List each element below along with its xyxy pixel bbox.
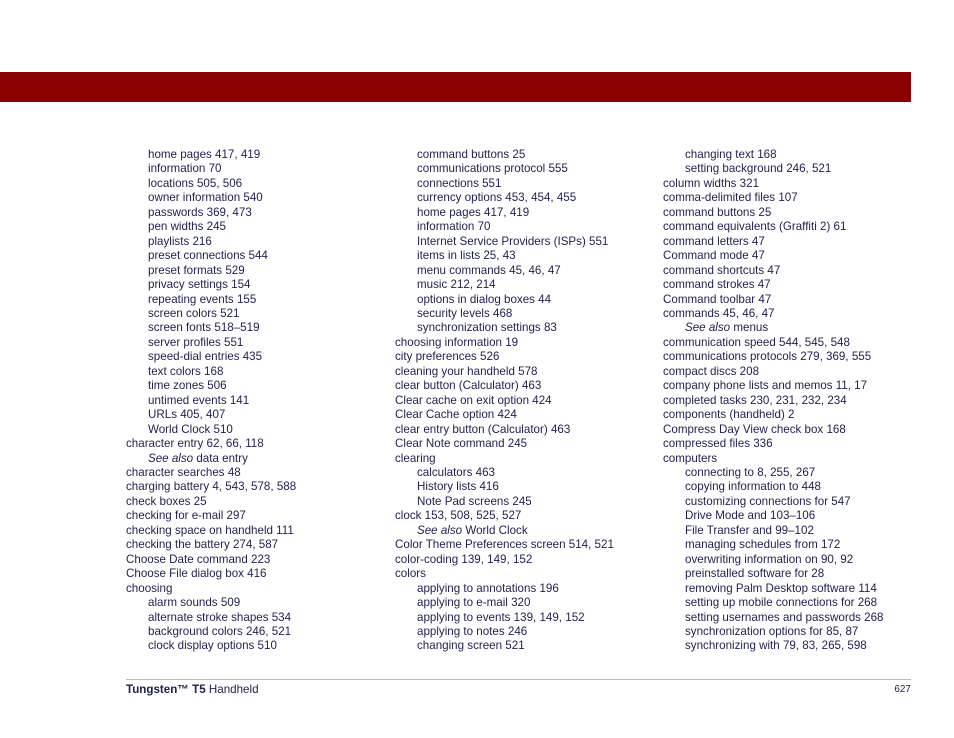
entry-text: Color Theme Preferences screen 514, 521 — [395, 538, 614, 552]
index-entry — [126, 582, 388, 596]
index-subentry — [663, 480, 925, 494]
entry-text: menus — [733, 321, 769, 335]
index-subentry — [663, 582, 925, 596]
index-entry — [126, 524, 388, 538]
index-entry — [663, 235, 925, 249]
entry-text: privacy settings 154 — [148, 278, 251, 292]
entry-text: connections 551 — [417, 176, 502, 190]
index-subentry — [663, 538, 925, 552]
index-entry — [395, 394, 657, 408]
entry-text: playlists 216 — [148, 234, 212, 248]
entry-text: preset connections 544 — [148, 249, 268, 263]
entry-text: checking space on handheld 111 — [126, 523, 294, 537]
index-subentry — [663, 524, 925, 538]
index-entry — [663, 220, 925, 234]
entry-text: background colors 246, 521 — [148, 624, 292, 638]
index-subentry — [395, 278, 657, 292]
entry-text: setting up mobile connections for 268 — [685, 596, 878, 610]
index-subentry — [126, 394, 388, 408]
index-subentry — [126, 639, 388, 653]
entry-text: overwriting information on 90, 92 — [685, 552, 854, 566]
footer-product-suffix: Handheld — [205, 683, 259, 696]
entry-text: changing text 168 — [685, 148, 777, 161]
index-subentry — [126, 596, 388, 610]
index-subentry — [126, 162, 388, 176]
entry-text: color-coding 139, 149, 152 — [395, 552, 533, 566]
index-entry — [126, 553, 388, 567]
index-entry — [663, 379, 925, 393]
entry-text: locations 505, 506 — [148, 176, 243, 190]
index-entry — [663, 394, 925, 408]
entry-text: company phone lists and memos 11, 17 — [663, 379, 868, 393]
index-entry — [126, 437, 388, 451]
index-subentry — [395, 148, 657, 162]
index-entry — [395, 538, 657, 552]
see-also-label: See also — [685, 321, 731, 335]
index-subentry — [395, 220, 657, 234]
index-entry — [126, 466, 388, 480]
entry-text: clear button (Calculator) 463 — [395, 379, 542, 393]
entry-text: data entry — [196, 451, 248, 465]
entry-text: Command mode 47 — [663, 249, 765, 263]
entry-text: server profiles 551 — [148, 335, 244, 349]
index-subentry — [126, 307, 388, 321]
index-subentry — [126, 452, 388, 466]
entry-text: time zones 506 — [148, 379, 227, 393]
entry-text: Compress Day View check box 168 — [663, 422, 846, 436]
index-subentry — [663, 625, 925, 639]
index-subentry — [395, 206, 657, 220]
entry-text: options in dialog boxes 44 — [417, 292, 552, 306]
see-also-label: See also — [148, 451, 194, 465]
entry-text: Clear Cache option 424 — [395, 408, 517, 422]
entry-text: synchronization settings 83 — [417, 321, 557, 335]
entry-text: customizing connections for 547 — [685, 494, 851, 508]
entry-text: communications protocol 555 — [417, 162, 568, 176]
index-subentry — [663, 148, 925, 162]
entry-text: owner information 540 — [148, 191, 263, 205]
entry-text: pen widths 245 — [148, 220, 226, 234]
entry-text: information 70 — [148, 162, 222, 176]
entry-text: completed tasks 230, 231, 232, 234 — [663, 393, 847, 407]
entry-text: Choose File dialog box 416 — [126, 567, 267, 581]
entry-text: clock 153, 508, 525, 527 — [395, 509, 522, 523]
entry-text: screen fonts 518–519 — [148, 321, 260, 335]
index-subentry — [395, 582, 657, 596]
index-subentry — [395, 625, 657, 639]
index-column-1 — [126, 148, 388, 654]
index-subentry — [395, 524, 657, 538]
entry-text: command strokes 47 — [663, 278, 771, 292]
entry-text: Drive Mode and 103–106 — [685, 509, 816, 523]
index-subentry — [663, 162, 925, 176]
entry-text: commands 45, 46, 47 — [663, 306, 775, 320]
index-subentry — [395, 480, 657, 494]
index-subentry — [126, 220, 388, 234]
entry-text: command equivalents (Graffiti 2) 61 — [663, 220, 847, 234]
entry-text: File Transfer and 99–102 — [685, 523, 814, 537]
index-subentry — [395, 162, 657, 176]
index-subentry — [126, 177, 388, 191]
entry-text: communication speed 544, 545, 548 — [663, 335, 850, 349]
index-subentry — [395, 249, 657, 263]
entry-text: currency options 453, 454, 455 — [417, 191, 577, 205]
index-entry — [395, 350, 657, 364]
footer-divider — [126, 679, 911, 680]
index-subentry — [126, 625, 388, 639]
entry-text: compressed files 336 — [663, 437, 773, 451]
index-subentry — [126, 264, 388, 278]
index-subentry — [126, 206, 388, 220]
entry-text: preset formats 529 — [148, 263, 245, 277]
entry-text: applying to notes 246 — [417, 624, 528, 638]
entry-text: preinstalled software for 28 — [685, 567, 825, 581]
index-subentry — [395, 264, 657, 278]
entry-text: World Clock 510 — [148, 422, 233, 436]
entry-text: security levels 468 — [417, 306, 513, 320]
index-subentry — [395, 639, 657, 653]
index-entry — [126, 567, 388, 581]
entry-text: checking the battery 274, 587 — [126, 538, 279, 552]
entry-text: command buttons 25 — [663, 205, 772, 219]
index-entry — [663, 365, 925, 379]
index-entry — [395, 437, 657, 451]
entry-text: applying to events 139, 149, 152 — [417, 610, 585, 624]
entry-text: Note Pad screens 245 — [417, 494, 532, 508]
entry-text: Command toolbar 47 — [663, 292, 772, 306]
index-subentry — [663, 639, 925, 653]
index-entry — [395, 509, 657, 523]
index-subentry — [663, 466, 925, 480]
index-subentry — [395, 611, 657, 625]
entry-text: home pages 417, 419 — [417, 205, 530, 219]
index-subentry — [395, 596, 657, 610]
entry-text: colors — [395, 567, 426, 581]
footer-product-name: Tungsten™ T5 — [126, 683, 206, 696]
index-entry — [663, 249, 925, 263]
index-subentry — [126, 408, 388, 422]
entry-text: applying to annotations 196 — [417, 581, 559, 595]
index-entry — [126, 538, 388, 552]
index-subentry — [395, 321, 657, 335]
index-subentry — [126, 278, 388, 292]
index-subentry — [126, 148, 388, 162]
entry-text: speed-dial entries 435 — [148, 350, 263, 364]
index-entry — [663, 350, 925, 364]
entry-text: text colors 168 — [148, 364, 224, 378]
index-subentry — [663, 495, 925, 509]
entry-text: screen colors 521 — [148, 306, 240, 320]
entry-text: changing screen 521 — [417, 639, 525, 653]
index-subentry — [395, 191, 657, 205]
index-subentry — [395, 177, 657, 191]
index-entry — [395, 452, 657, 466]
entry-text: calculators 463 — [417, 465, 495, 479]
index-subentry — [663, 567, 925, 581]
entry-text: managing schedules from 172 — [685, 538, 841, 552]
entry-text: Choose Date command 223 — [126, 552, 271, 566]
index-subentry — [126, 350, 388, 364]
entry-text: copying information to 448 — [685, 480, 821, 494]
index-entry — [395, 379, 657, 393]
index-subentry — [126, 611, 388, 625]
entry-text: clearing — [395, 451, 436, 465]
entry-text: music 212, 214 — [417, 278, 496, 292]
entry-text: Internet Service Providers (ISPs) 551 — [417, 234, 609, 248]
index-subentry — [663, 553, 925, 567]
index-subentry — [126, 336, 388, 350]
index-entry — [663, 336, 925, 350]
index-column-3 — [663, 148, 925, 654]
entry-text: passwords 369, 473 — [148, 205, 252, 219]
entry-text: information 70 — [417, 220, 491, 234]
entry-text: components (handheld) 2 — [663, 408, 795, 422]
see-also-label: See also — [417, 523, 463, 537]
entry-text: Clear cache on exit option 424 — [395, 393, 552, 407]
entry-text: check boxes 25 — [126, 494, 207, 508]
index-entry — [663, 206, 925, 220]
entry-text: city preferences 526 — [395, 350, 500, 364]
index-subentry — [126, 249, 388, 263]
index-entry — [395, 336, 657, 350]
entry-text: home pages 417, 419 — [148, 148, 261, 161]
page-number: 627 — [894, 684, 911, 695]
index-entry — [395, 365, 657, 379]
entry-text: setting usernames and passwords 268 — [685, 610, 884, 624]
footer-title — [126, 683, 259, 696]
entry-text: URLs 405, 407 — [148, 408, 226, 422]
entry-text: menu commands 45, 46, 47 — [417, 263, 561, 277]
entry-text: column widths 321 — [663, 176, 760, 190]
entry-text: World Clock — [465, 523, 528, 537]
entry-text: items in lists 25, 43 — [417, 249, 516, 263]
index-subentry — [395, 293, 657, 307]
index-entry — [663, 307, 925, 321]
index-entry — [663, 278, 925, 292]
index-subentry — [126, 365, 388, 379]
entry-text: checking for e-mail 297 — [126, 509, 246, 523]
index-entry — [126, 480, 388, 494]
entry-text: command letters 47 — [663, 234, 765, 248]
entry-text: alarm sounds 509 — [148, 596, 241, 610]
index-subentry — [663, 509, 925, 523]
entry-text: cleaning your handheld 578 — [395, 364, 538, 378]
index-entry — [395, 567, 657, 581]
index-subentry — [395, 307, 657, 321]
index-entry — [126, 495, 388, 509]
index-entry — [663, 191, 925, 205]
entry-text: removing Palm Desktop software 114 — [685, 581, 877, 595]
index-subentry — [395, 495, 657, 509]
entry-text: comma-delimited files 107 — [663, 191, 798, 205]
entry-text: character searches 48 — [126, 465, 241, 479]
index-entry — [663, 437, 925, 451]
index-entry — [126, 509, 388, 523]
entry-text: synchronizing with 79, 83, 265, 598 — [685, 639, 867, 653]
index-subentry — [126, 293, 388, 307]
entry-text: command buttons 25 — [417, 148, 526, 161]
entry-text: charging battery 4, 543, 578, 588 — [126, 480, 297, 494]
index-entry — [663, 408, 925, 422]
entry-text: synchronization options for 85, 87 — [685, 624, 859, 638]
entry-text: compact discs 208 — [663, 364, 760, 378]
index-subentry — [663, 321, 925, 335]
index-subentry — [126, 379, 388, 393]
entry-text: choosing information 19 — [395, 335, 519, 349]
entry-text: connecting to 8, 255, 267 — [685, 465, 816, 479]
entry-text: setting background 246, 521 — [685, 162, 832, 176]
entry-text: computers — [663, 451, 718, 465]
entry-text: alternate stroke shapes 534 — [148, 610, 292, 624]
index-subentry — [395, 466, 657, 480]
header-banner — [0, 72, 911, 102]
entry-text: communications protocols 279, 369, 555 — [663, 350, 872, 364]
index-subentry — [126, 321, 388, 335]
index-entry — [395, 423, 657, 437]
entry-text: applying to e-mail 320 — [417, 596, 531, 610]
index-subentry — [395, 235, 657, 249]
entry-text: character entry 62, 66, 118 — [126, 437, 264, 451]
entry-text: command shortcuts 47 — [663, 263, 781, 277]
index-subentry — [126, 235, 388, 249]
index-entry — [395, 408, 657, 422]
entry-text: clock display options 510 — [148, 639, 277, 653]
index-column-2 — [395, 148, 657, 654]
index-entry — [663, 264, 925, 278]
index-entry — [663, 177, 925, 191]
index-entry — [663, 293, 925, 307]
index-entry — [663, 452, 925, 466]
index-entry — [663, 423, 925, 437]
entry-text: repeating events 155 — [148, 292, 257, 306]
index-subentry — [663, 596, 925, 610]
index-subentry — [126, 191, 388, 205]
index-subentry — [126, 423, 388, 437]
entry-text: Clear Note command 245 — [395, 437, 528, 451]
entry-text: untimed events 141 — [148, 393, 250, 407]
entry-text: clear entry button (Calculator) 463 — [395, 422, 571, 436]
index-entry — [395, 553, 657, 567]
entry-text: choosing — [126, 581, 173, 595]
index-subentry — [663, 611, 925, 625]
entry-text: History lists 416 — [417, 480, 499, 494]
